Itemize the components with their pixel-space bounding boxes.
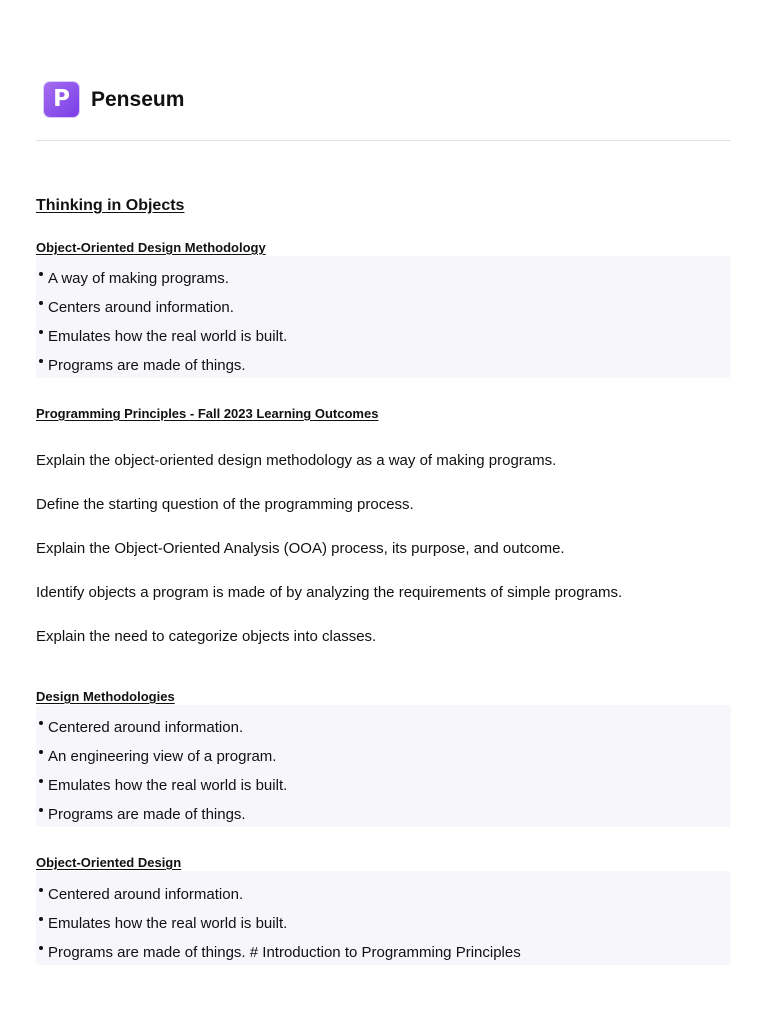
outcome-item: Explain the need to categorize objects into classes. <box>36 628 377 645</box>
outcome-item: Explain the Object-Oriented Analysis (OOA) process, its purpose, and outcome. <box>36 540 565 557</box>
section-title-ood: Object-Oriented Design <box>36 855 182 870</box>
brand-name[interactable]: Penseum <box>91 88 185 111</box>
learning-outcomes-list <box>36 449 731 669</box>
penseum-logo-icon[interactable]: P <box>44 82 79 117</box>
bullet-icon <box>39 330 43 334</box>
list-item-text: Centered around information. <box>48 719 244 736</box>
app-header <box>36 82 731 141</box>
outcome-item: Define the starting question of the programming process. <box>36 496 414 513</box>
list-item-text: Centers around information. <box>48 299 234 316</box>
list-item <box>36 293 731 322</box>
bullet-icon <box>39 917 43 921</box>
section-title-learning-outcomes: Programming Principles - Fall 2023 Learning Outcomes <box>36 406 379 421</box>
bullet-icon <box>39 888 43 892</box>
list-item <box>36 938 731 967</box>
list-item-text: Centered around information. <box>48 886 244 903</box>
list-item-text: An engineering view of a program. <box>48 748 277 765</box>
bullet-icon <box>39 272 43 276</box>
list-item-text: Programs are made of things. <box>48 806 246 823</box>
bullet-list-ood-methodology <box>36 256 731 378</box>
outcome-item: Explain the object-oriented design methodology as a way of making programs. <box>36 452 557 469</box>
bullet-list-ood <box>36 871 731 965</box>
outcome-item: Identify objects a program is made of by analyzing the requirements of simple programs. <box>36 584 623 601</box>
list-item <box>36 800 731 829</box>
list-item <box>36 713 731 742</box>
list-item <box>36 909 731 938</box>
bullet-icon <box>39 750 43 754</box>
bullet-icon <box>39 808 43 812</box>
document-title: Thinking in Objects <box>36 197 185 214</box>
bullet-icon <box>39 301 43 305</box>
list-item <box>36 771 731 800</box>
list-item-text: Programs are made of things. # Introduction to Programming Principles <box>48 944 521 961</box>
list-item-text: A way of making programs. <box>48 270 229 287</box>
bullet-list-design-methodologies <box>36 705 731 827</box>
section-title-design-methodologies: Design Methodologies <box>36 689 175 704</box>
list-item <box>36 264 731 293</box>
list-item-text: Emulates how the real world is built. <box>48 915 288 932</box>
list-item <box>36 742 731 771</box>
bullet-icon <box>39 721 43 725</box>
list-item-text: Emulates how the real world is built. <box>48 328 288 345</box>
section-title-ood-methodology: Object-Oriented Design Methodology <box>36 240 266 255</box>
list-item <box>36 351 731 380</box>
list-item <box>36 880 731 909</box>
bullet-icon <box>39 359 43 363</box>
list-item-text: Emulates how the real world is built. <box>48 777 288 794</box>
bullet-icon <box>39 946 43 950</box>
list-item <box>36 322 731 351</box>
bullet-icon <box>39 779 43 783</box>
list-item-text: Programs are made of things. <box>48 357 246 374</box>
